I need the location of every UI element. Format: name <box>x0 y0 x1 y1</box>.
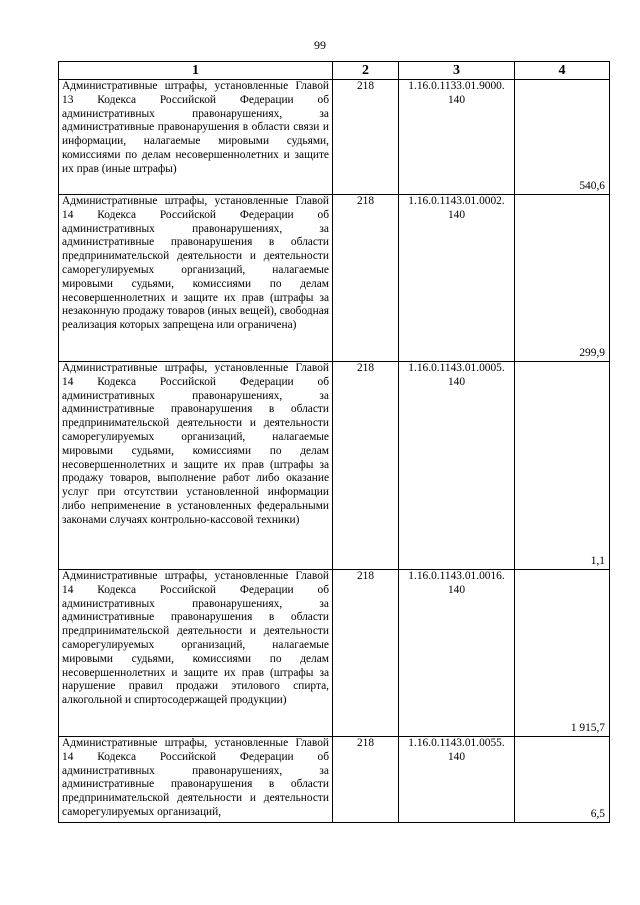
revenue-table <box>58 61 610 823</box>
row-kbk-code: 1.16.0.1143.01.0005. 140 <box>399 362 515 570</box>
table-row <box>59 570 610 737</box>
row-kbk-code: 1.16.0.1143.01.0002. 140 <box>399 195 515 362</box>
column-header-4: 4 <box>515 62 610 80</box>
row-admin-code: 218 <box>333 570 399 737</box>
column-header-2: 2 <box>333 62 399 80</box>
row-admin-code: 218 <box>333 195 399 362</box>
row-description: Административные штрафы, установленные Главой 14 Кодекса Российской Федерации об административных правонарушениях, за административные правонарушения в области предпринимательской деятельности и деятельности саморегулируемых организаций, налагаемые мировыми судьями, комиссиями по делам несовершеннолетних и защите их прав (штрафы за нарушение правил продажи этилового спирта, алкогольной и спиртосодержащей продукции) <box>59 570 333 737</box>
row-description: Административные штрафы, установленные Главой 13 Кодекса Российской Федерации об административных правонарушениях, за административные правонарушения в области связи и информации, налагаемые мировыми судьями, комиссиями по делам несовершеннолетних и защите их прав (иные штрафы) <box>59 80 333 195</box>
row-kbk-code: 1.16.0.1143.01.0055. 140 <box>399 737 515 823</box>
table-row <box>59 737 610 823</box>
row-admin-code: 218 <box>333 362 399 570</box>
row-kbk-code: 1.16.0.1133.01.9000. 140 <box>399 80 515 195</box>
row-amount: 540,6 <box>515 80 610 195</box>
row-description: Административные штрафы, установленные Главой 14 Кодекса Российской Федерации об административных правонарушениях, за административные правонарушения в области предпринимательской деятельности и деятельности саморегулируемых организаций, налагаемые мировыми судьями, комиссиями по делам несовершеннолетних и защите их прав (штрафы за продажу товаров, выполнение работ либо оказание услуг при отсутствии установленной информации либо неприменение в установленных федеральными законами случаях контрольно-кассовой техники) <box>59 362 333 570</box>
row-description: Административные штрафы, установленные Главой 14 Кодекса Российской Федерации об административных правонарушениях, за административные правонарушения в области предпринимательской деятельности и деятельности саморегулируемых организаций, <box>59 737 333 823</box>
column-header-3: 3 <box>399 62 515 80</box>
row-amount: 1,1 <box>515 362 610 570</box>
row-amount: 1 915,7 <box>515 570 610 737</box>
row-description: Административные штрафы, установленные Главой 14 Кодекса Российской Федерации об административных правонарушениях, за административные правонарушения в области предпринимательской деятельности и деятельности саморегулируемых организаций, налагаемые мировыми судьями, комиссиями по делам несовершеннолетних и защите их прав (штрафы за незаконную продажу товаров (иных вещей), свободная реализация которых запрещена или ограничена) <box>59 195 333 362</box>
row-amount: 6,5 <box>515 737 610 823</box>
column-header-1: 1 <box>59 62 333 80</box>
table-row <box>59 195 610 362</box>
table-header <box>59 62 610 80</box>
page-number: 99 <box>314 38 326 52</box>
row-kbk-code: 1.16.0.1143.01.0016. 140 <box>399 570 515 737</box>
row-admin-code: 218 <box>333 80 399 195</box>
table-row <box>59 362 610 570</box>
table-row <box>59 80 610 195</box>
row-admin-code: 218 <box>333 737 399 823</box>
row-amount: 299,9 <box>515 195 610 362</box>
